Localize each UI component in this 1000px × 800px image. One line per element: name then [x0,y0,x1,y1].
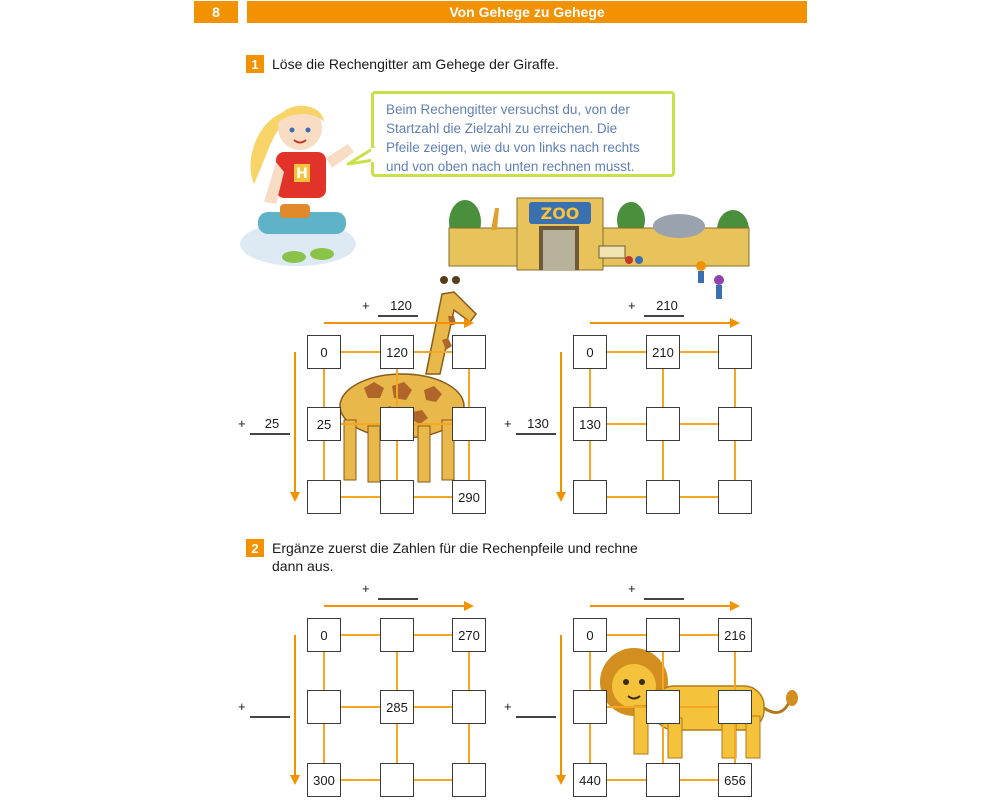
grid-cell: 656 [718,763,752,797]
right-operand-blank [378,315,418,317]
grid-cell[interactable] [380,407,414,441]
grid-cell: 25 [307,407,341,441]
grid-cell: 300 [307,763,341,797]
down-operand-blank [250,433,290,435]
grid-cell: 0 [573,335,607,369]
right-operand-blank [644,315,684,317]
grid-cell[interactable] [452,763,486,797]
grid-cell[interactable] [646,618,680,652]
down-operand-blank [516,716,556,718]
down-arrow-icon [556,352,566,502]
svg-text:H: H [296,166,308,182]
grid-cell[interactable] [573,690,607,724]
grid-cell[interactable] [380,480,414,514]
grid-cell: 216 [718,618,752,652]
grid-cell[interactable] [646,407,680,441]
page-number: 8 [194,1,238,23]
task-2-number: 2 [246,539,264,557]
grid-cell[interactable] [452,407,486,441]
right-operand-blank [644,598,684,600]
right-operator: + [362,298,370,313]
grid-cell[interactable] [646,690,680,724]
grid-cell[interactable] [452,690,486,724]
right-arrow-icon [590,318,740,328]
grid-cell[interactable] [307,690,341,724]
speech-bubble-line: Startzahl die Zielzahl zu erreichen. Die [386,121,618,136]
down-operator: + [238,416,246,431]
task-1-instruction: Löse die Rechengitter am Gehege der Giraffe. [272,56,559,72]
grid-cell[interactable] [307,480,341,514]
task-1-number: 1 [246,55,264,73]
grid-cell[interactable] [718,690,752,724]
grid-cell: 130 [573,407,607,441]
lion-illustration [596,646,800,764]
zoo-sign-text: ZOO [540,204,580,223]
grid-cell: 285 [380,690,414,724]
grid-cell[interactable] [646,480,680,514]
grid-cell: 440 [573,763,607,797]
girl-illustration [236,92,366,272]
page-title: Von Gehege zu Gehege [247,1,807,23]
grid-cell: 120 [380,335,414,369]
grid-cell: 210 [646,335,680,369]
down-operator: + [504,416,512,431]
speech-bubble-line: Pfeile zeigen, wie du von links nach rechts [386,140,640,155]
down-arrow-icon [290,635,300,785]
speech-bubble-line: Beim Rechengitter versuchst du, von der [386,102,630,117]
zoo-illustration [447,190,755,308]
grid-cell[interactable] [380,763,414,797]
right-operand-blank [378,598,418,600]
grid-cell[interactable] [573,480,607,514]
grid-cell[interactable] [646,763,680,797]
grid-cell[interactable] [380,618,414,652]
speech-bubble [371,91,675,177]
speech-bubble-tail [346,146,376,170]
right-arrow-icon [590,601,740,611]
right-arrow-icon [324,318,474,328]
down-operand-value[interactable]: 25 [264,416,280,431]
grid-cell[interactable] [718,335,752,369]
grid-cell: 270 [452,618,486,652]
grid-cell[interactable] [452,335,486,369]
down-operator: + [238,699,246,714]
speech-bubble-line: und von oben nach unten rechnen musst. [386,159,635,174]
down-arrow-icon [290,352,300,502]
down-operand-blank [516,433,556,435]
down-operand-blank [250,716,290,718]
right-operator: + [628,581,636,596]
down-arrow-icon [556,635,566,785]
grid-cell[interactable] [718,407,752,441]
down-operand-value[interactable]: 130 [527,416,549,431]
grid-cell: 0 [573,618,607,652]
right-arrow-icon [324,601,474,611]
right-operator: + [628,298,636,313]
task-2-instruction-line-1: Ergänze zuerst die Zahlen für die Rechenpfeile und rechne [272,540,638,556]
grid-cell: 0 [307,618,341,652]
grid-cell[interactable] [718,480,752,514]
down-operator: + [504,699,512,714]
right-operand-value[interactable]: 120 [390,298,412,313]
grid-cell: 290 [452,480,486,514]
right-operator: + [362,581,370,596]
right-operand-value[interactable]: 210 [656,298,678,313]
task-2-instruction-line-2: dann aus. [272,558,334,574]
grid-cell: 0 [307,335,341,369]
